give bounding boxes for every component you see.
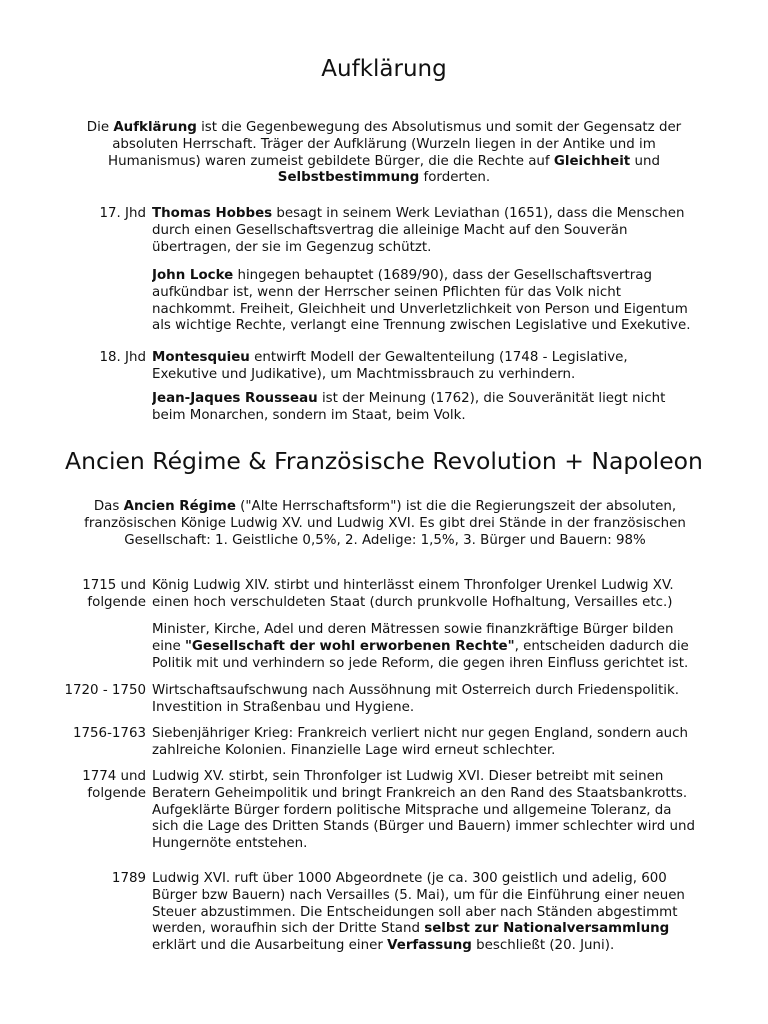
timeline-label: 1715 und folgende [82, 578, 146, 610]
timeline-text: Siebenjähriger Krieg: Frankreich verliert nicht nur gegen England, sondern auch zahlreiche Kolonien. Finanzielle Lage wird erneut schlechter. [152, 726, 688, 758]
entry-label: 17. Jhd [99, 206, 146, 221]
timeline-body: Minister, Kirche, Adel und deren Mätressen sowie finanzkräftige Bürger bilden eine [152, 622, 674, 654]
intro-text: Das [93, 499, 124, 514]
timeline-body: Ludwig XVI. ruft über 1000 Abgeordnete (je ca. 300 geistlich und adelig, 600 Bürger bzw Bauern) nach Versailles (5. Mai), um für die Einführung einer neuen Steuer abzustimmen. Die Entscheidungen soll aber nach Ständen abgestimmt werden, woraufhin sich der Dritte Stand [152, 871, 685, 937]
entry-name: Montesquieu [152, 350, 250, 365]
intro-paragraph [64, 120, 704, 187]
intro-bold-term: Ancien Régime [123, 499, 236, 514]
intro-text: forderten. [419, 170, 491, 186]
timeline-body: , entscheiden dadurch die Politik mit und verhindern so jede Reform, die gegen ihren Einfluss gerichtet ist. [152, 638, 689, 671]
timeline-text: König Ludwig XIV. stirbt und hinterlässt einem Thronfolger Urenkel Ludwig XV. einen hoch verschuldeten Staat (durch prunkvolle Hofhaltung, Versailles etc.) [152, 578, 674, 610]
timeline-label: 1789 [111, 871, 146, 886]
section-heading [0, 447, 768, 481]
intro-text: ("Alte Herrschaftsform") ist die die Regierungszeit der absoluten, französischen Könige Ludwig XV. und Ludwig XVI. Es gibt drei Stände in der französischen Gesellschaft: 1. Geistliche 0,5%, 2. Adelige: 1,5%, 3. Bürger und Bauern: 98% [84, 499, 686, 548]
entry-name: Thomas Hobbes [152, 206, 273, 221]
timeline-body: beschließt (20. Juni). [471, 938, 615, 954]
timeline-label: 1756-1763 [73, 726, 146, 741]
section-intro-paragraph [60, 499, 710, 559]
intro-text: ist die Gegenbewegung des Absolutismus und somit der Gegensatz der absoluten Herrschaft. Träger der Aufklärung (Wurzeln liegen in der Antike und im Humanismus) waren zumeist gebildete Bürger, die die Rechte auf [108, 120, 682, 169]
timeline-text: Ludwig XV. stirbt, sein Thronfolger ist Ludwig XVI. Dieser betreibt mit seinen Beratern Geheimpolitik und bringt Frankreich an den Rand des Staatsbankrotts. Aufgeklärte Bürger fordern politische Mitsprache und allgemeine Toleranz, da sich die Lage des Dritten Stands (Bürger und Bauern) immer schlechter wird und Hungernöte entstehen. [152, 769, 695, 852]
intro-bold-term: Selbstbestimmung [277, 170, 420, 186]
intro-bold-term: Gleichheit [553, 153, 631, 169]
timeline-label: 1774 und folgende [82, 769, 146, 801]
timeline-label: 1720 - 1750 [64, 683, 146, 698]
entry-name: John Locke [152, 268, 234, 283]
timeline-body: erklärt und die Ausarbeitung einer [152, 938, 388, 954]
timeline-text [152, 622, 697, 679]
page-title: Aufklärung [321, 56, 447, 82]
entry-name: Jean-Jaques Rousseau [152, 391, 318, 406]
entry-label: 18. Jhd [99, 350, 146, 365]
entry-text [152, 391, 697, 425]
entry-text [152, 206, 697, 256]
entry-body: ist der Meinung (1762), die Souveränität liegt nicht beim Monarchen, sondern im Staat, beim Volk. [152, 391, 666, 423]
entry-text [152, 268, 697, 335]
timeline-text [152, 871, 697, 955]
intro-text: Die [86, 120, 114, 135]
entry-body: hingegen behauptet (1689/90), dass der Gesellschaftsvertrag aufkündbar ist, wenn der Herrscher seinen Pflichten für das Volk nicht nachkommt. Freiheit, Gleichheit und Unverletzlichkeit von Person und Eigentum als wichtige Rechte, verlangt eine Trennung zwischen Legislative und Exekutive. [152, 268, 691, 334]
timeline-bold: selbst zur Nationalversammlung [424, 921, 670, 937]
intro-text: und [630, 153, 660, 169]
timeline-text: Wirtschaftsaufschwung nach Aussöhnung mit Österreich durch Friedenspolitik. Investition in Straßenbau und Hygiene. [152, 683, 679, 715]
entry-body: besagt in seinem Werk Leviathan (1651), dass die Menschen durch einen Gesellschaftsvertrag die alleinige Macht auf den Souverän übertragen, der sie im Gegenzug schützt. [152, 206, 685, 255]
entry-text [152, 350, 697, 384]
section-heading-text: Ancien Régime & Französische Revolution + Napoleon [65, 447, 703, 475]
intro-bold-term: Aufklärung [113, 120, 197, 135]
timeline-bold: "Gesellschaft der wohl erworbenen Rechte" [184, 638, 515, 654]
entry-body: entwirft Modell der Gewaltenteilung (1748 - Legislative, Exekutive und Judikative), um Machtmissbrauch zu verhindern. [152, 350, 628, 382]
timeline-bold: Verfassung [387, 938, 472, 954]
